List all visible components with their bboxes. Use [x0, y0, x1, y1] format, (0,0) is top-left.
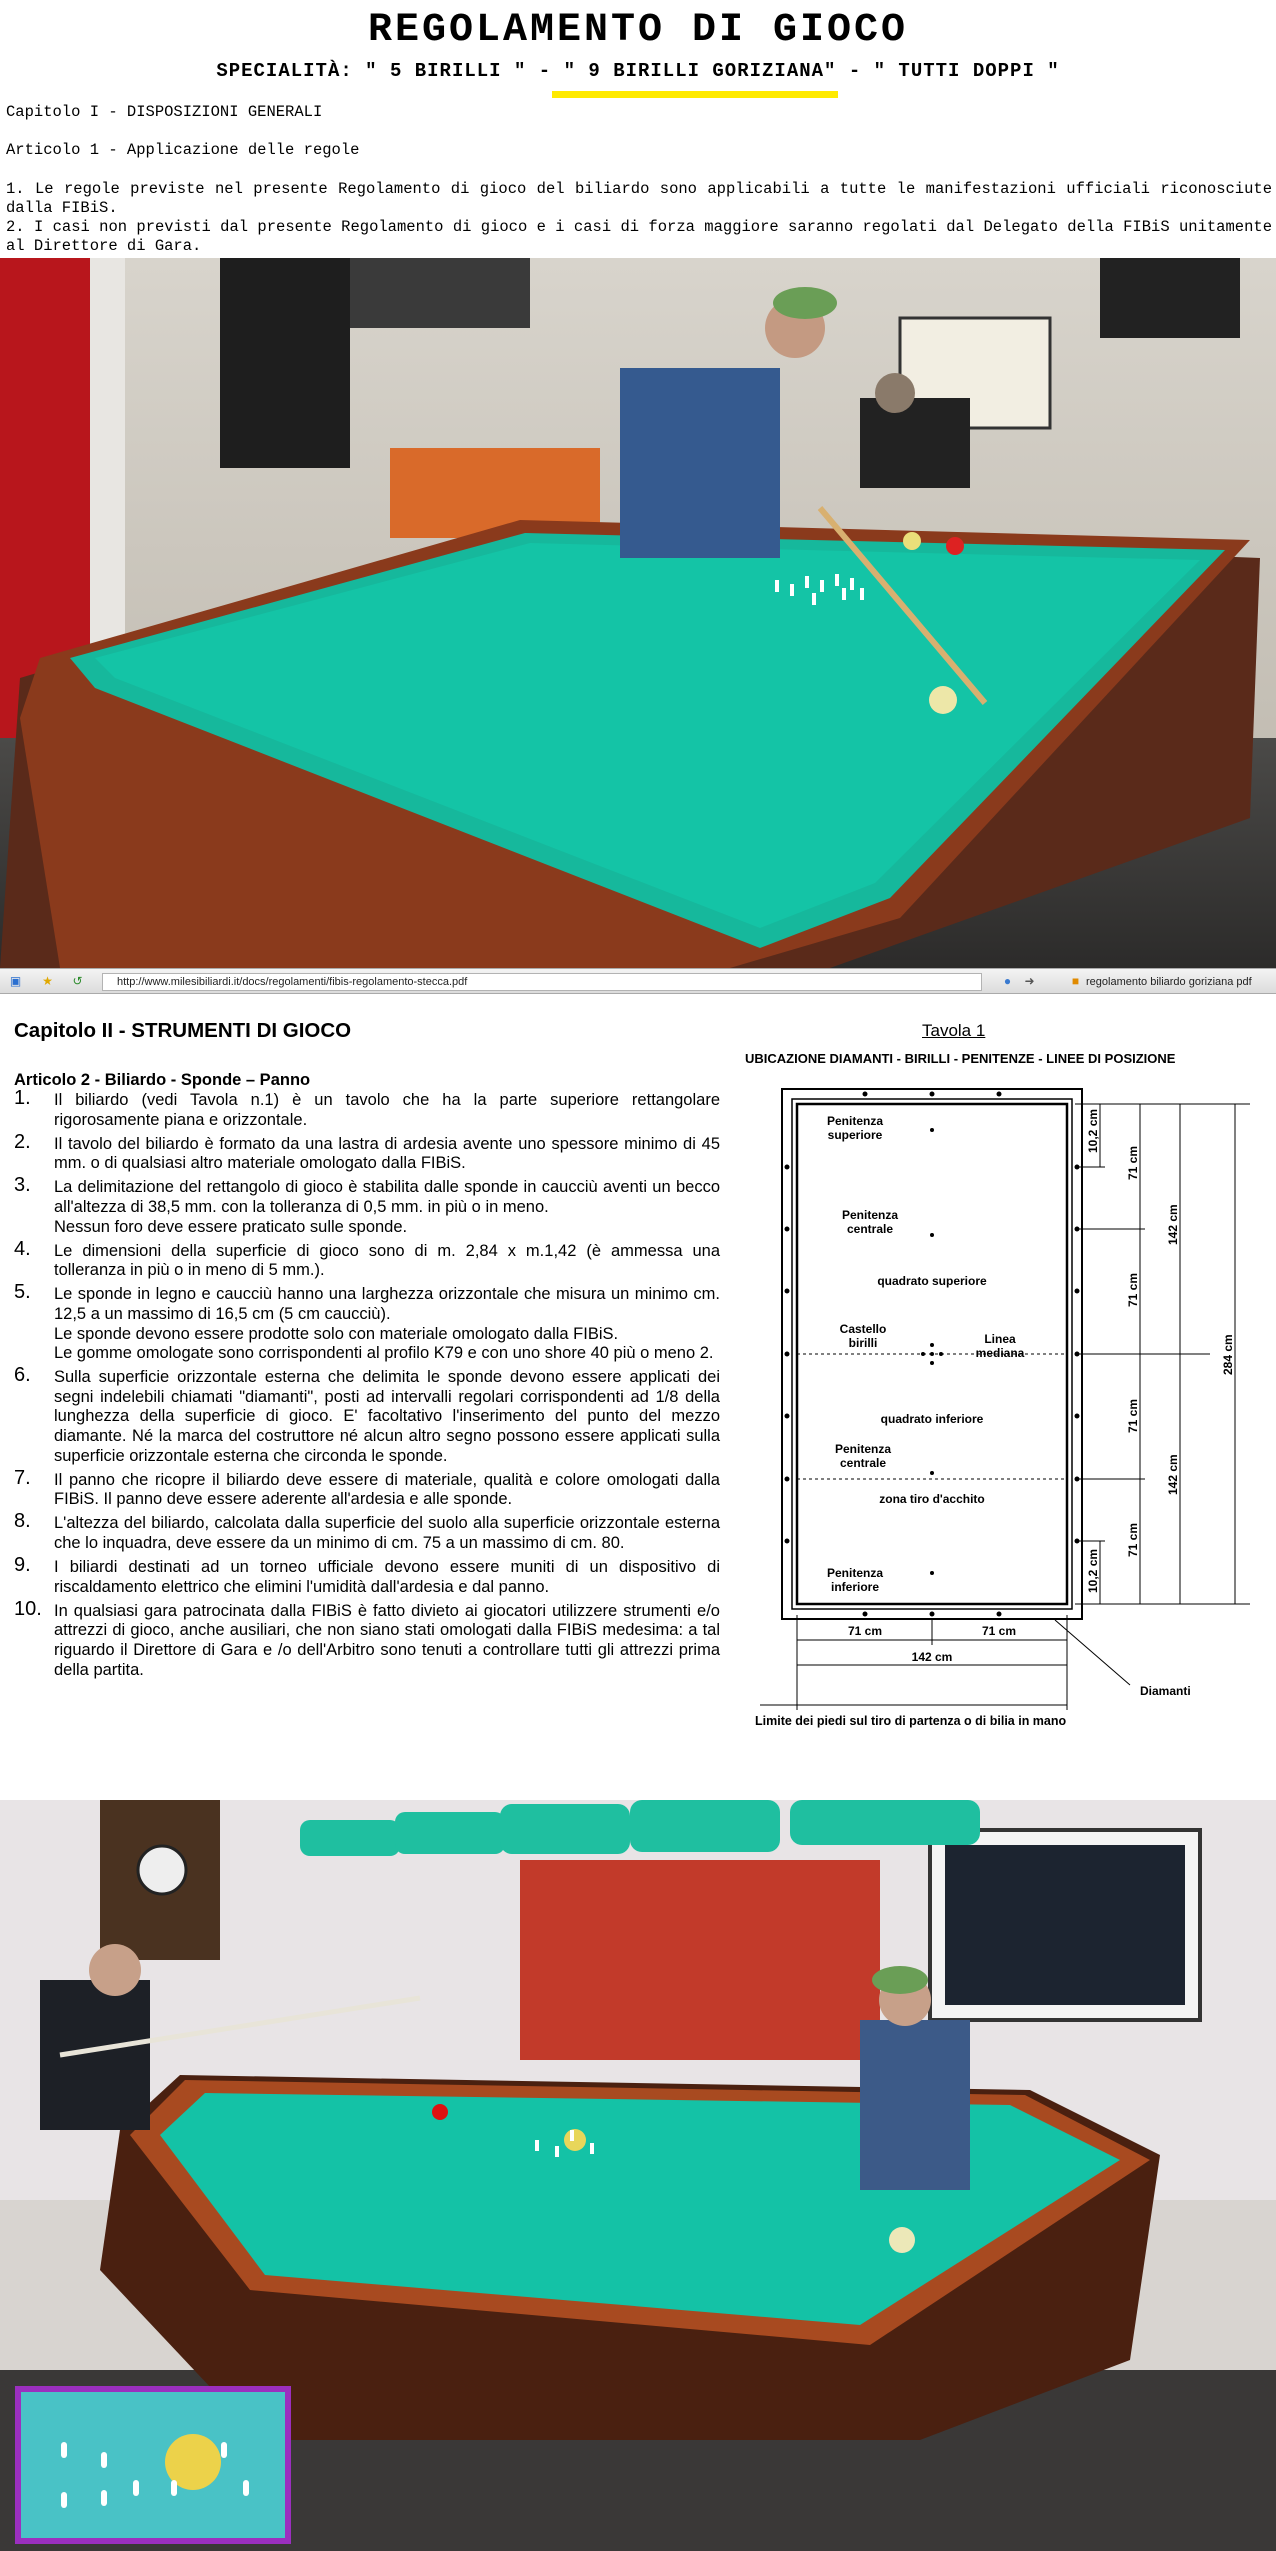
chapter2-title: Capitolo II - STRUMENTI DI GIOCO — [14, 1019, 352, 1042]
rule-number: 9. — [14, 1554, 31, 1577]
rule-item — [14, 1554, 720, 1597]
article1-paragraph1: 1. Le regole previste nel presente Regolamento di gioco del biliardo sono applicabili a tutte le manifestazioni ufficiali riconosciute dalla FIBiS. — [6, 180, 1272, 217]
rule-text: L'altezza del biliardo, calcolata dalla superficie del suolo alla superficie orizzontale esterna che lo inquadra, deve essere da un minimo di cm. 75 a un massimo di cm. 80. — [54, 1514, 720, 1552]
rule-item — [14, 1237, 720, 1281]
browser-toolbar — [0, 968, 1276, 994]
rule-text: Le sponde devono essere prodotte solo con materiale omologato dalla FIBiS. — [54, 1324, 619, 1343]
dim-10-top: 10,2 cm — [1086, 1108, 1100, 1153]
chapter2-section — [0, 995, 1276, 1800]
globe-icon[interactable]: ● — [1003, 974, 1012, 988]
chapter1-heading: Capitolo I - DISPOSIZIONI GENERALI — [6, 103, 323, 121]
billiard-photo-top — [0, 258, 1276, 968]
rule-number: 1. — [14, 1087, 31, 1109]
rules-list — [14, 1087, 720, 1685]
rule-text: Il panno che ricopre il biliardo deve essere di materiale, qualità e colore omologati dalla FIBiS. Il panno deve essere aderente all'ardesia e alle sponde. — [54, 1470, 720, 1509]
rule-text: Le gomme omologate sono corrispondenti al profilo K79 e con uno shore 40 più o meno 2. — [54, 1344, 714, 1363]
tab-title: regolamento biliardo goriziana pdf — [1086, 976, 1252, 988]
width-71-left: 71 cm — [847, 1624, 883, 1638]
width-142: 142 cm — [911, 1650, 953, 1664]
rule-item — [14, 1364, 720, 1466]
rule-text: I biliardi destinati ad un torneo ufficiale devono essere muniti di un dispositivo di riscaldamento elettrico che elimini l'umidità dall'ardesia e dal panno. — [54, 1558, 720, 1596]
label-zona-tiro: zona tiro d'acchito — [879, 1492, 985, 1506]
rule-item — [14, 1087, 720, 1130]
table-diagram — [735, 1045, 1255, 1745]
document-header — [0, 0, 1276, 258]
label-penitenza-centrale-bottom: Penitenza centrale — [834, 1442, 892, 1470]
page-icon[interactable]: ▣ — [9, 974, 22, 988]
tab-favicon-icon: ■ — [1071, 974, 1080, 988]
rule-text: Sulla superficie orizzontale esterna che delimita le sponde devono essere applicati dei segni indelebili chiamati "diamanti", posti ad intervalli regolari corrispondenti ad 1/8 della lunghezza della superficie di gioco. E' facoltativo l'inserimento del punto del mezzo diamante. Né la marca del costruttore né alcun altro segno possono essere applicati sulla superficie orizzontale esterna che circonda le sponde. — [54, 1368, 720, 1465]
dim-10-bottom: 10,2 cm — [1086, 1548, 1100, 1593]
browser-tab[interactable] — [1062, 972, 1274, 992]
page-subtitle: SPECIALITÀ: " 5 BIRILLI " - " 9 BIRILLI GORIZIANA" - " TUTTI DOPPI " — [216, 60, 1060, 82]
bookmark-star-icon[interactable]: ★ — [42, 974, 53, 988]
article2-heading: Articolo 2 - Biliardo - Sponde – Panno — [14, 1071, 311, 1089]
rule-text: Le dimensioni della superficie di gioco sono di m. 2,84 x m.1,42 (è ammessa una tolleranza in più o in meno di 5 mm.). — [54, 1241, 720, 1280]
article1-paragraph2: 2. I casi non previsti dal presente Regolamento di gioco e i casi di forza maggiore saranno regolati dal Delegato della FIBiS unitamente al Direttore di Gara. — [6, 218, 1272, 255]
rule-number: 7. — [14, 1466, 31, 1489]
label-castello-birilli: Castello birilli — [839, 1322, 887, 1350]
rule-item — [14, 1466, 720, 1510]
dim-142-bottom: 142 cm — [1166, 1454, 1180, 1495]
label-penitenza-inferiore: Penitenza inferiore — [826, 1566, 884, 1594]
label-quadrato-inferiore: quadrato inferiore — [880, 1412, 984, 1426]
reload-icon[interactable]: ↺ — [72, 974, 83, 988]
inset-closeup-photo — [15, 2386, 291, 2544]
rule-text: La delimitazione del rettangolo di gioco è stabilita dalle sponde in caucciù aventi un becco all'altezza di 38,5 mm. con la tolleranza di 0,5 mm. in più o in meno. — [54, 1178, 720, 1216]
rule-text: In qualsiasi gara patrocinata dalla FIBiS è fatto divieto ai giocatori utilizzere strumenti e/o attrezzi di gioco, anche ausiliari, che non siano stati omologati dalla FIBiS medesima: a tal riguardo il Direttore di Gara e /o dell'Arbitro sono tenuti a controllare tutti gli attrezzi prima della partita. — [54, 1601, 720, 1679]
dim-142-top: 142 cm — [1166, 1204, 1180, 1245]
dim-284: 284 cm — [1221, 1334, 1235, 1375]
rule-text: Il biliardo (vedi Tavola n.1) è un tavolo che ha la parte superiore rettangolare rigorosamente piana e orizzontale. — [54, 1091, 720, 1129]
url-text: http://www.milesibiliardi.it/docs/regolamenti/fibis-regolamento-stecca.pdf — [117, 976, 468, 988]
go-arrow-icon[interactable]: ➜ — [1024, 974, 1035, 988]
rule-text: Le sponde in legno e caucciù hanno una larghezza orizzontale che misura un minimo cm. 12,5 a un massimo di 16,5 cm (5 cm caucciù). — [54, 1285, 720, 1323]
label-linea-mediana: Linea mediana — [975, 1332, 1025, 1360]
dim-71-d: 71 cm — [1126, 1522, 1140, 1557]
dim-71-a: 71 cm — [1126, 1145, 1140, 1180]
rule-number: 5. — [14, 1281, 31, 1304]
label-penitenza-superiore: Penitenza superiore — [826, 1114, 884, 1142]
rule-item — [14, 1130, 720, 1174]
rule-number: 3. — [14, 1174, 31, 1197]
diagram-heading: UBICAZIONE DIAMANTI - BIRILLI - PENITENZE - LINEE DI POSIZIONE — [745, 1051, 1176, 1066]
rule-item — [14, 1597, 720, 1680]
page-title: REGOLAMENTO DI GIOCO — [367, 8, 909, 53]
rule-number: 4. — [14, 1237, 31, 1260]
rule-item — [14, 1281, 720, 1363]
rule-number: 8. — [14, 1510, 31, 1533]
rule-number: 6. — [14, 1364, 31, 1387]
label-penitenza-centrale-top: Penitenza centrale — [841, 1208, 899, 1236]
url-bar[interactable] — [102, 973, 982, 991]
rule-text: Il tavolo del biliardo è formato da una lastra di ardesia avente uno spessore minimo di 45 mm. o di qualsiasi altro materiale omologato dalla FIBiS. — [54, 1134, 720, 1173]
label-limit-note: Limite dei piedi sul tiro di partenza o di bilia in mano — [755, 1714, 1067, 1728]
rule-number: 10. — [14, 1597, 42, 1620]
rule-text: Nessun foro deve essere praticato sulle sponde. — [54, 1217, 408, 1236]
dim-71-b: 71 cm — [1126, 1272, 1140, 1307]
rule-item — [14, 1510, 720, 1553]
label-diamanti: Diamanti — [1140, 1684, 1191, 1698]
highlight-underline — [552, 91, 838, 98]
rule-number: 2. — [14, 1130, 31, 1153]
article1-heading: Articolo 1 - Applicazione delle regole — [6, 141, 360, 159]
label-quadrato-superiore: quadrato superiore — [877, 1274, 987, 1288]
rule-item — [14, 1174, 720, 1237]
table-caption: Tavola 1 — [922, 1021, 986, 1040]
dim-71-c: 71 cm — [1126, 1398, 1140, 1433]
width-71-right: 71 cm — [981, 1624, 1017, 1638]
